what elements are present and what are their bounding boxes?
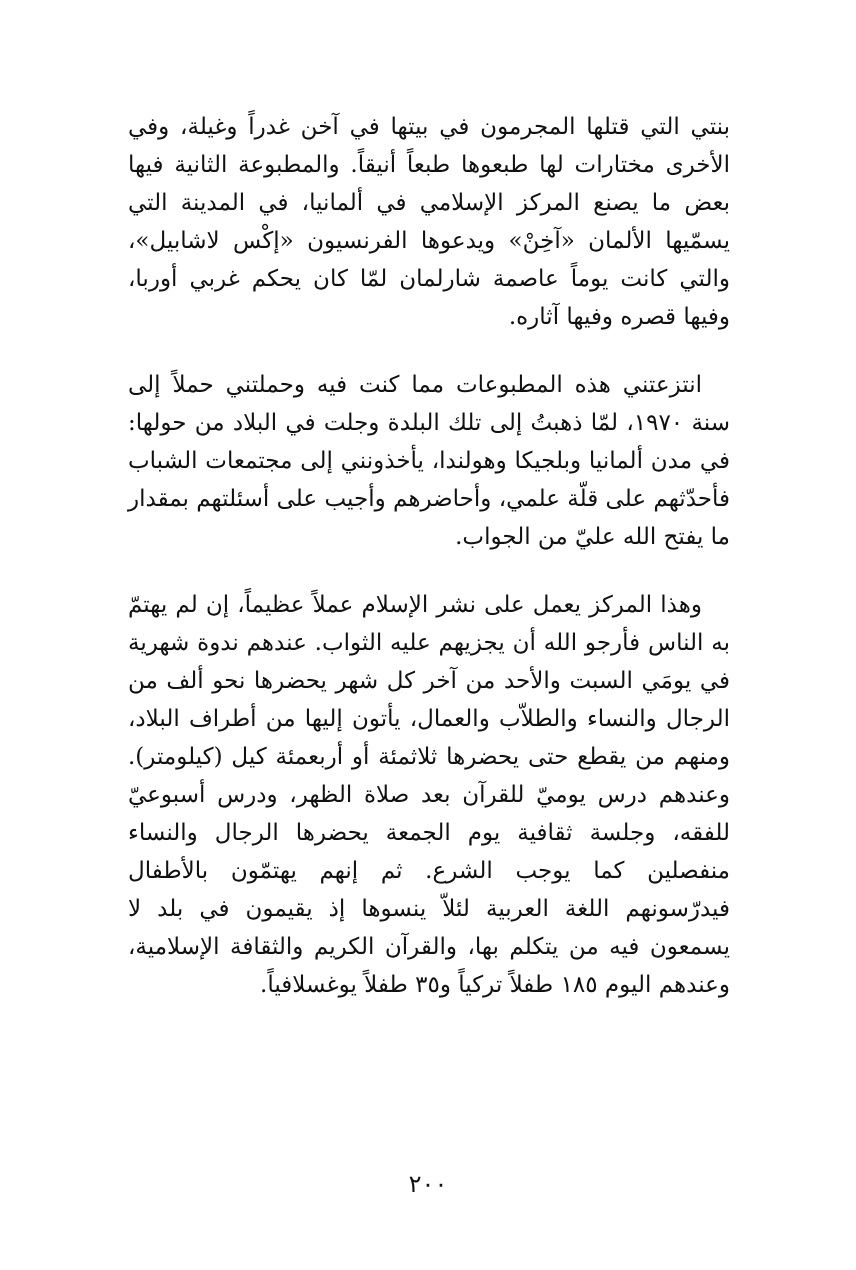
paragraph-3: وهذا المركز يعمل على نشر الإسلام عملاً عظيماً، إن لم يهتمّ به الناس فأرجو الله أن يجزيهم عليه الثواب. عندهم ندوة شهرية في يومَي السبت والأحد من آخر كل شهر يحضرها نحو ألف من الرجال والنساء والطلاّب والعمال، يأتون إليها من أطراف البلاد، ومنهم من يقطع حتى يحضرها ثلاثمئة أو أربعمئة كيل (كيلومتر). وعندهم درس يوميّ للقرآن بعد صلاة الظهر، ودرس أسبوعيّ للفقه، وجلسة ثقافية يوم الجمعة يحضرها الرجال والنساء منفصلين كما يوجب الشرع. ثم إنهم يهتمّون بالأطفال فيدرّسونهم اللغة العربية لئلاّ ينسوها إذ يقيمون في بلد لا يسمعون فيه من يتكلم بها، والقرآن الكريم والثقافة الإسلامية، وعندهم اليوم ١٨٥ طفلاً تركياً و٣٥ طفلاً يوغسلافياً. [128, 592, 730, 998]
body-text [128, 108, 730, 1004]
page-number: ٢٠٠ [408, 1170, 448, 1198]
paragraph-1: بنتي التي قتلها المجرمون في بيتها في آخن غدراً وغيلة، وفي الأخرى مختارات لها طبعوها طبعاً أنيقاً. والمطبوعة الثانية فيها بعض ما يصنع المركز الإسلامي في ألمانيا، في المدينة التي يسمّيها الألمان «آخِنْ» ويدعوها الفرنسيون «إكْس لاشابيل»، والتي كانت يوماً عاصمة شارلمان لمّا كان يحكم غربي أوربا، وفيها قصره وفيها آثاره. [128, 114, 730, 330]
paragraph-2: انتزعتني هذه المطبوعات مما كنت فيه وحملتني حملاً إلى سنة ١٩٧٠، لمّا ذهبتُ إلى تلك البلدة وجلت في البلاد من حولها: في مدن ألمانيا وبلجيكا وهولندا، يأخذونني إلى مجتمعات الشباب فأحدّثهم على قلّة علمي، وأحاضرهم وأجيب على أسئلتهم بمقدار ما يفتح الله عليّ من الجواب. [128, 372, 730, 550]
